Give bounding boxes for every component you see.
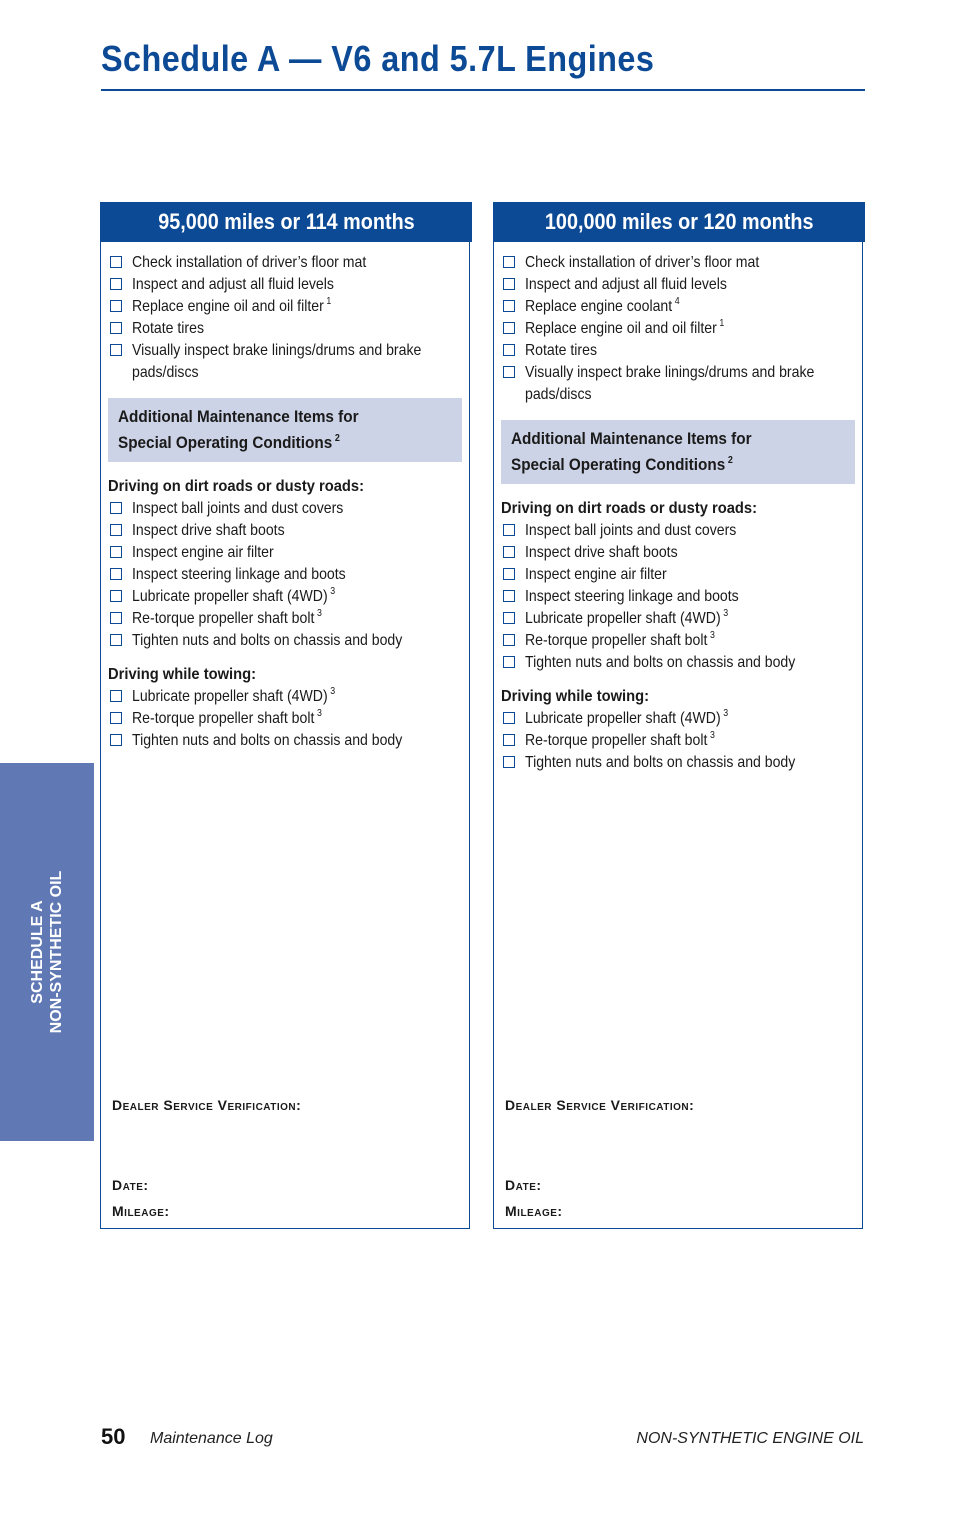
checklist-item[interactable]: Visually inspect brake linings/drums and brake pads/discs <box>501 362 857 406</box>
towing-heading: Driving while towing: <box>108 666 257 683</box>
page-title: Schedule A — V6 and 5.7L Engines <box>101 38 655 79</box>
additional-items-box <box>501 420 855 484</box>
checkbox-icon[interactable] <box>503 612 515 624</box>
footnote-ref: 3 <box>317 608 322 619</box>
checklist-item[interactable]: Inspect drive shaft boots <box>501 542 857 564</box>
checkbox-icon[interactable] <box>503 300 515 312</box>
dirt-roads-heading: Driving on dirt roads or dusty roads: <box>108 478 364 495</box>
checkbox-icon[interactable] <box>503 256 515 268</box>
checkbox-icon[interactable] <box>503 366 515 378</box>
checklist-item[interactable]: Replace engine oil and oil filter $^1$ <box>501 318 857 340</box>
checkbox-icon[interactable] <box>503 524 515 536</box>
additional-items-box <box>108 398 462 462</box>
checklist-item[interactable]: Check installation of driver’s floor mat <box>501 252 857 274</box>
additional-line1: Additional Maintenance Items for <box>511 429 752 448</box>
checkbox-icon[interactable] <box>503 656 515 668</box>
page-number: 50 <box>101 1424 126 1449</box>
checklist-item[interactable]: Inspect steering linkage and boots <box>501 586 857 608</box>
footnote-ref: 1 <box>719 318 725 329</box>
column-content <box>108 252 464 752</box>
footnote-ref: 3 <box>330 686 336 697</box>
dealer-verification-label: Dealer Service Verification: <box>505 1097 695 1113</box>
checklist-item[interactable]: Replace engine coolant $^4$ <box>501 296 857 318</box>
title-rule <box>101 89 865 91</box>
checkbox-icon[interactable] <box>110 344 122 356</box>
side-tab-line1: SCHEDULE A <box>29 900 46 1004</box>
dirt-roads-heading: Driving on dirt roads or dusty roads: <box>501 500 757 517</box>
checkbox-icon[interactable] <box>110 546 122 558</box>
checklist-item[interactable]: Tighten nuts and bolts on chassis and body <box>501 752 857 774</box>
checklist-item[interactable]: Replace engine oil and oil filter $^1$ <box>108 296 464 318</box>
checklist-item[interactable]: Inspect ball joints and dust covers <box>108 498 464 520</box>
date-label: Date: <box>112 1177 149 1193</box>
checkbox-icon[interactable] <box>110 256 122 268</box>
checkbox-icon[interactable] <box>503 756 515 768</box>
checkbox-icon[interactable] <box>110 278 122 290</box>
checklist-item[interactable]: Check installation of driver’s floor mat <box>108 252 464 274</box>
towing-heading: Driving while towing: <box>501 688 650 705</box>
footnote-ref: 3 <box>723 708 729 719</box>
checkbox-icon[interactable] <box>110 690 122 702</box>
checklist-item[interactable]: Re-torque propeller shaft bolt $^3$ <box>108 708 464 730</box>
additional-line2: Special Operating Conditions $^2$ <box>511 455 733 474</box>
checklist-item[interactable]: Inspect and adjust all fluid levels <box>501 274 857 296</box>
mileage-label: Mileage: <box>505 1203 563 1219</box>
footnote-ref: 2 <box>334 433 340 444</box>
checkbox-icon[interactable] <box>503 344 515 356</box>
checklist-item[interactable]: Inspect drive shaft boots <box>108 520 464 542</box>
checkbox-icon[interactable] <box>503 546 515 558</box>
checkbox-icon[interactable] <box>110 300 122 312</box>
checklist-item[interactable]: Tighten nuts and bolts on chassis and body <box>501 652 857 674</box>
checklist-item[interactable]: Inspect steering linkage and boots <box>108 564 464 586</box>
checkbox-icon[interactable] <box>503 634 515 646</box>
checkbox-icon[interactable] <box>503 712 515 724</box>
checklist-item[interactable]: Tighten nuts and bolts on chassis and body <box>108 730 464 752</box>
side-tab <box>0 763 94 1141</box>
column-header: 95,000 miles or 114 months <box>100 202 472 242</box>
checklist-item[interactable]: Lubricate propeller shaft (4WD) $^3$ <box>108 686 464 708</box>
footnote-ref: 3 <box>723 608 729 619</box>
column-content <box>501 252 857 774</box>
checkbox-icon[interactable] <box>110 734 122 746</box>
checkbox-icon[interactable] <box>503 590 515 602</box>
footer-section-title: Maintenance Log <box>150 1430 273 1447</box>
column-header: 100,000 miles or 120 months <box>493 202 865 242</box>
checklist-item[interactable]: Inspect engine air filter <box>501 564 857 586</box>
additional-line1: Additional Maintenance Items for <box>118 407 359 426</box>
schedule-column-100000 <box>493 202 863 1229</box>
checklist-item[interactable]: Re-torque propeller shaft bolt $^3$ <box>501 730 857 752</box>
checkbox-icon[interactable] <box>503 278 515 290</box>
checklist-item[interactable]: Re-torque propeller shaft bolt $^3$ <box>108 608 464 630</box>
footnote-ref: 3 <box>710 730 715 741</box>
schedule-column-95000 <box>100 202 470 1229</box>
footnote-ref: 3 <box>330 586 336 597</box>
checklist-item[interactable]: Inspect and adjust all fluid levels <box>108 274 464 296</box>
checkbox-icon[interactable] <box>110 712 122 724</box>
footnote-ref: 3 <box>317 708 322 719</box>
checkbox-icon[interactable] <box>110 590 122 602</box>
checkbox-icon[interactable] <box>503 734 515 746</box>
checklist-item[interactable]: Lubricate propeller shaft (4WD) $^3$ <box>108 586 464 608</box>
checklist-item[interactable]: Re-torque propeller shaft bolt $^3$ <box>501 630 857 652</box>
footnote-ref: 3 <box>710 630 715 641</box>
checkbox-icon[interactable] <box>110 322 122 334</box>
checkbox-icon[interactable] <box>110 524 122 536</box>
checklist-item[interactable]: Inspect engine air filter <box>108 542 464 564</box>
side-tab-text <box>28 871 66 1034</box>
checkbox-icon[interactable] <box>503 322 515 334</box>
footnote-ref: 2 <box>727 455 733 466</box>
footnote-ref: 4 <box>674 296 680 307</box>
footer-oil-type: NON-SYNTHETIC ENGINE OIL <box>636 1430 864 1447</box>
checklist-item[interactable]: Rotate tires <box>108 318 464 340</box>
checklist-item[interactable]: Visually inspect brake linings/drums and brake pads/discs <box>108 340 464 384</box>
checklist-item[interactable]: Inspect ball joints and dust covers <box>501 520 857 542</box>
checklist-item[interactable]: Rotate tires <box>501 340 857 362</box>
footnote-ref: 1 <box>326 296 332 307</box>
checkbox-icon[interactable] <box>110 612 122 624</box>
checkbox-icon[interactable] <box>503 568 515 580</box>
dealer-verification-label: Dealer Service Verification: <box>112 1097 302 1113</box>
checklist-item[interactable]: Lubricate propeller shaft (4WD) $^3$ <box>501 608 857 630</box>
checklist-item[interactable]: Lubricate propeller shaft (4WD) $^3$ <box>501 708 857 730</box>
additional-line2: Special Operating Conditions $^2$ <box>118 433 340 452</box>
mileage-label: Mileage: <box>112 1203 170 1219</box>
checkbox-icon[interactable] <box>110 568 122 580</box>
date-label: Date: <box>505 1177 542 1193</box>
side-tab-line2: NON-SYNTHETIC OIL <box>48 870 65 1034</box>
checkbox-icon[interactable] <box>110 502 122 514</box>
checkbox-icon[interactable] <box>110 634 122 646</box>
checklist-item[interactable]: Tighten nuts and bolts on chassis and body <box>108 630 464 652</box>
